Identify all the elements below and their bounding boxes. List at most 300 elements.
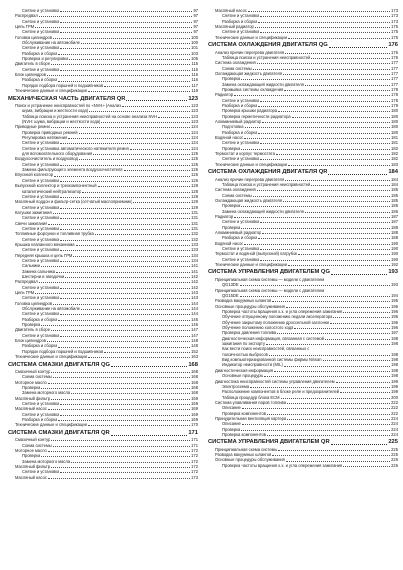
toc-page-number: 97 — [193, 8, 198, 13]
toc-page-number: 119 — [191, 88, 198, 94]
toc-entry-title: Проверка крышки радиатора — [222, 108, 278, 114]
toc-leader-dots — [51, 372, 190, 373]
toc-page-number: 173 — [391, 18, 398, 24]
toc-page-number: 97 — [193, 18, 198, 24]
toc-page-number: 132 — [191, 231, 198, 237]
toc-entry-title: Снятие и установка — [22, 66, 60, 72]
toc-leader-dots — [234, 217, 390, 218]
toc-leader-dots — [311, 185, 390, 186]
toc-leader-dots — [242, 424, 390, 425]
toc-entry-title: Снятие и установка — [222, 246, 260, 252]
toc-page-number: 131 — [191, 209, 198, 215]
toc-page-number: 224 — [391, 415, 398, 421]
toc-page-number: 175 — [391, 29, 398, 35]
toc-leader-dots — [48, 383, 190, 384]
toc-leader-dots — [60, 404, 190, 405]
toc-entry-title: Цепь ГРМ — [15, 290, 35, 296]
toc-entry-title: Электросхема — [222, 383, 250, 389]
toc-entry-title: Замена охлаждающей жидкости двигателя — [222, 81, 304, 87]
toc-leader-dots — [330, 323, 390, 324]
toc-leader-dots — [234, 95, 390, 96]
toc-page-number: 143 — [191, 295, 198, 301]
toc-leader-dots — [284, 90, 390, 91]
toc-page-number: 222 — [391, 410, 398, 416]
toc-entry-title: Проверка частоты вращения х.х. и угла опережения зажигания — [222, 462, 343, 468]
toc-entry-title: Термостат и водяной (выпускной) патрубок — [215, 251, 298, 257]
toc-page-number: 183 — [391, 161, 398, 167]
toc-entry-title: Проверка — [222, 76, 241, 82]
toc-entry-title: Масляный насос — [15, 474, 47, 480]
toc-page-number: 190 — [391, 246, 398, 252]
toc-page-number: 123 — [188, 95, 198, 102]
toc-page-number: 196 — [391, 303, 398, 309]
toc-page-number: 131 — [191, 220, 198, 226]
toc-entry-title: Охлаждающая жидкость двигателя — [215, 198, 283, 203]
toc-page-number: 224 — [391, 426, 398, 432]
toc-leader-dots — [241, 206, 390, 207]
toc-entry-title: токсичностью выбросов — [222, 351, 268, 357]
toc-entry-title: Таблица процедур блока ECM — [222, 394, 280, 400]
toc-page-number: 198 — [391, 373, 398, 379]
toc-page-number: 128 — [191, 183, 198, 189]
toc-entry-title: Проверка — [22, 322, 41, 328]
toc-page-number: 182 — [391, 156, 398, 162]
toc-entry-title: Снятие и установка — [22, 247, 60, 253]
toc-entry-title: Головка цилиндров — [15, 300, 52, 306]
toc-leader-dots — [60, 472, 190, 473]
toc-leader-dots — [333, 317, 390, 318]
toc-leader-dots — [104, 86, 190, 87]
toc-entry-title: Принципиальная схема системы — [215, 446, 278, 452]
toc-page-number: 171 — [188, 429, 198, 436]
toc-entry-title: Распредвал — [15, 13, 38, 19]
toc-page-number: 134 — [191, 257, 198, 263]
toc-entry-title: СИСТЕМА УПРАВЛЕНИЯ ДВИГАТЕЛЕМ QR — [208, 439, 330, 446]
toc-entry-title: Снятие и установка автоматического натяжителя ремня — [22, 145, 129, 151]
toc-leader-dots — [60, 165, 190, 166]
toc-page-number: 224 — [391, 431, 398, 437]
toc-page-number: 185 — [391, 198, 398, 203]
toc-page-number: 100 — [191, 40, 198, 46]
toc-page-number: 144 — [191, 311, 198, 317]
toc-leader-dots — [41, 456, 190, 457]
toc-page-number: 195 — [391, 298, 398, 304]
toc-entry-title: Как вести поиск неисправностей, связанных с — [222, 346, 310, 352]
toc-entry-title: Сальники — [22, 263, 41, 269]
toc-entry-title: Снятие и установка — [22, 193, 60, 199]
toc-leader-dots — [133, 202, 190, 203]
toc-leader-dots — [95, 234, 190, 235]
toc-page-number: 180 — [391, 124, 398, 130]
toc-entry-title: Обучение положению холостого хода — [222, 325, 294, 331]
toc-leader-dots — [48, 478, 190, 479]
toc-chapter-heading — [8, 430, 198, 438]
toc-page-number: 198 — [391, 362, 398, 368]
toc-page-number: 199 — [391, 383, 398, 389]
toc-page-number: 124 — [191, 135, 198, 141]
toc-page-number: 198 — [391, 335, 398, 341]
toc-entry-title: Технические данные и спецификации — [215, 262, 287, 268]
toc-page-number: 226 — [391, 457, 398, 463]
toc-page-number: 198 — [391, 357, 398, 363]
toc-page-number: 180 — [391, 113, 398, 119]
toc-page-number: 222 — [391, 399, 398, 405]
toc-page-number: 148 — [191, 343, 198, 349]
toc-page-number: 123 — [191, 103, 198, 108]
toc-entry-title: Замена охлаждающей жидкости двигателя — [222, 208, 304, 214]
toc-page-number: 190 — [391, 240, 398, 246]
toc-entry-title: Снятие и установка — [222, 219, 260, 225]
toc-leader-dots — [260, 249, 390, 250]
toc-entry-title: Описание — [222, 405, 241, 411]
toc-page-number: 185 — [391, 192, 398, 198]
toc-entry-title: Разборка и сборка — [22, 316, 58, 322]
toc-entry-title: зажигания по экспорту — [222, 341, 266, 347]
toc-entry-title: каталитический нейтрализатор — [22, 188, 82, 194]
toc-entry-title: Технические данные и спецификации — [15, 354, 87, 360]
toc-page-number: 101 — [191, 45, 198, 51]
toc-entry-title: Термостат и корпус термостата — [215, 151, 275, 157]
toc-leader-dots — [111, 366, 187, 367]
toc-page-number: 115 — [191, 61, 198, 67]
toc-page-number: 169 — [191, 406, 198, 412]
toc-leader-dots — [53, 377, 190, 378]
toc-page-number: 142 — [191, 284, 198, 290]
toc-page-number: 147 — [191, 332, 198, 338]
toc-entry-title: СИСТЕМА УПРАВЛЕНИЯ ДВИГАТЕЛЕМ QG — [208, 269, 330, 276]
toc-leader-dots — [287, 403, 390, 404]
toc-page-number: 180 — [391, 129, 398, 135]
toc-entry-title: Проверка герметичности радиатора — [222, 113, 291, 119]
toc-entry-title: Разборка и сборка — [22, 417, 58, 423]
toc-leader-dots — [274, 371, 390, 372]
toc-page-number: 196 — [391, 325, 398, 331]
toc-page-number: 190 — [391, 251, 398, 257]
toc-entry-title: Таблица поиска и устранения неисправностей — [222, 54, 311, 60]
toc-entry-title: Смазочный контур — [15, 437, 51, 443]
toc-page-number: 196 — [391, 309, 398, 315]
toc-entry-title: Свечи зажигания — [15, 220, 48, 226]
toc-leader-dots — [328, 174, 387, 175]
toc-page-number: 225 — [391, 452, 398, 458]
toc-leader-dots — [262, 122, 390, 123]
toc-page-number: 175 — [391, 34, 398, 40]
toc-page-number: 186 — [391, 208, 398, 214]
toc-leader-dots — [258, 238, 390, 239]
toc-leader-dots — [269, 355, 390, 356]
toc-entry-title: Основные процедуры обслуживания — [215, 457, 285, 463]
toc-leader-dots — [58, 81, 190, 82]
toc-leader-dots — [267, 414, 390, 415]
toc-leader-dots — [60, 298, 190, 299]
toc-leader-dots — [158, 117, 190, 118]
toc-chapter-heading — [208, 169, 398, 177]
toc-entry-title: Схема системы — [222, 65, 252, 71]
toc-entry-title: Проверка компонентов — [222, 431, 266, 437]
toc-entry-title: Снятие и установка — [22, 45, 60, 51]
toc-leader-dots — [272, 455, 390, 456]
toc-entry-title: Снятие и установка — [222, 97, 260, 103]
toc-page-number: 169 — [191, 411, 198, 417]
toc-leader-dots — [60, 11, 192, 12]
toc-leader-dots — [278, 450, 390, 451]
toc-entry-title: Разборка и сборка — [222, 129, 258, 135]
toc-leader-dots — [124, 170, 191, 171]
toc-leader-dots — [257, 63, 390, 64]
toc-chapter-heading — [208, 439, 398, 447]
toc-page-number: 225 — [391, 446, 398, 452]
toc-page-number: 148 — [191, 338, 198, 344]
toc-leader-dots — [53, 213, 190, 214]
toc-leader-dots — [60, 336, 190, 337]
toc-entry-title: Снятие и установка — [22, 236, 60, 242]
toc-page-number: 126 — [191, 167, 198, 173]
toc-entry-title: Разборка и сборка — [222, 18, 258, 24]
toc-page-number: 143 — [191, 290, 198, 296]
toc-page-number: 180 — [391, 119, 398, 125]
toc-page-number: 193 — [391, 282, 398, 288]
toc-leader-dots — [39, 16, 193, 17]
toc-leader-dots — [60, 208, 190, 209]
toc-page-number: 169 — [191, 417, 198, 423]
toc-entry-title: Обслуживание на автомобиле — [22, 40, 80, 46]
toc-leader-dots — [122, 106, 190, 107]
toc-page-number: 131 — [191, 215, 198, 221]
toc-entry-title: QG13DE — [222, 282, 239, 288]
toc-leader-dots — [288, 38, 390, 39]
toc-entry-title: Снятие и установка — [22, 18, 60, 24]
toc-leader-dots — [60, 250, 190, 251]
toc-leader-dots — [288, 265, 390, 266]
toc-leader-dots — [60, 143, 190, 144]
toc-page-number: 175 — [391, 24, 398, 30]
toc-leader-dots — [260, 222, 390, 223]
toc-entry — [208, 463, 398, 468]
toc-leader-dots — [278, 111, 390, 112]
toc-page-number: 145 — [191, 316, 198, 322]
toc-entry-title: Замена моторного масла — [22, 458, 71, 464]
toc-leader-dots — [284, 366, 390, 367]
toc-leader-dots — [241, 228, 390, 229]
toc-entry-title: Снятие и установка — [22, 311, 60, 317]
toc-page-number: 142 — [191, 274, 198, 279]
toc-entry-title: Водяной насос — [215, 135, 244, 141]
toc-page-number: 187 — [391, 219, 398, 225]
toc-entry — [208, 262, 398, 267]
toc-leader-dots — [343, 312, 390, 313]
toc-leader-dots — [56, 272, 190, 273]
toc-page-number: 182 — [391, 145, 398, 151]
toc-entry-title: Масляный поддон и фильтр-сетка (сетчатый маслоприемник) — [15, 199, 133, 205]
toc-entry-title: СИСТЕМА ОХЛАЖДЕНИЯ ДВИГАТЕЛЯ QR — [208, 169, 328, 176]
toc-leader-dots — [260, 32, 390, 33]
toc-page-number: 168 — [191, 385, 198, 391]
toc-leader-dots — [323, 360, 391, 361]
toc-entry-title: Масляный фильтр — [15, 464, 51, 469]
toc-page-number: 184 — [388, 169, 398, 176]
toc-entry-title: Алюминиевый радиатор — [215, 119, 262, 125]
toc-leader-dots — [60, 288, 190, 289]
toc-leader-dots — [48, 451, 190, 452]
toc-leader-dots — [260, 101, 390, 102]
toc-entry-title: Замена моторного масла — [22, 390, 71, 396]
toc-entry-title: Принципиальная схема системы — модели с двигателем — [215, 276, 325, 282]
toc-page-number: 173 — [191, 474, 198, 480]
toc-page-number: 129 — [191, 199, 198, 205]
toc-entry-title: Порядок подбора поршней и подшипников — [22, 82, 104, 88]
toc-leader-dots — [281, 398, 391, 399]
toc-page-number: 190 — [391, 256, 398, 262]
toc-entry — [8, 354, 198, 359]
toc-page-number: 173 — [391, 13, 398, 19]
toc-entry-title: Снятие и установка — [22, 257, 60, 263]
toc-leader-dots — [41, 325, 190, 326]
toc-entry-title: Анализ причин перегрева двигателя — [215, 49, 285, 55]
toc-chapter-heading — [8, 362, 198, 370]
toc-leader-dots — [244, 244, 390, 245]
toc-entry-title: Диагностическая информация, связанная с системой — [222, 335, 324, 341]
toc-leader-dots — [69, 59, 190, 60]
toc-page-number: 169 — [191, 401, 198, 407]
toc-page-number: 123 — [191, 108, 198, 114]
toc-entry-title: СИСТЕМА ОХЛАЖДЕНИЯ ДВИГАТЕЛЯ QG — [208, 42, 328, 49]
toc-leader-dots — [298, 254, 390, 255]
toc-page-number: 185 — [391, 203, 398, 209]
toc-leader-dots — [60, 261, 190, 262]
toc-entry-title: Подготовка — [222, 124, 244, 130]
toc-entry-title: Схема системы — [22, 374, 52, 380]
toc-entry-title: шума, вибрации и жесткости хода) — [22, 108, 89, 114]
toc-leader-dots — [81, 309, 190, 310]
toc-entry-title: Таблица поиска и устранения неисправностей — [222, 181, 311, 187]
toc-page-number: 176 — [391, 54, 398, 60]
toc-page-number: 225 — [388, 439, 398, 446]
toc-leader-dots — [48, 409, 190, 410]
toc-page-number: 133 — [191, 241, 198, 247]
toc-leader-dots — [336, 382, 391, 383]
toc-leader-dots — [329, 47, 388, 48]
toc-leader-dots — [277, 333, 390, 334]
toc-page-number: 124 — [191, 145, 198, 151]
toc-entry-title: Расположение компонентов в блоке реле и предохранителей — [222, 389, 340, 395]
toc-entry-title: Масляный радиатор — [215, 24, 254, 30]
toc-leader-dots — [53, 304, 190, 305]
toc-entry-title: Принципиальная схема системы — модели с двигателем — [215, 287, 325, 293]
toc-page-number: 177 — [391, 81, 398, 87]
toc-entry-title: Снятие и установка — [22, 284, 60, 290]
toc-leader-dots — [79, 159, 190, 160]
toc-page-number: 200 — [391, 394, 398, 400]
toc-entry — [8, 422, 198, 427]
toc-entry-title: Водяной насос — [215, 240, 244, 246]
toc-leader-dots — [98, 186, 191, 187]
toc-leader-dots — [53, 38, 190, 39]
toc-entry-title: QG15DE — [222, 293, 239, 298]
toc-leader-dots — [283, 201, 390, 202]
toc-page-number: 123 — [191, 113, 198, 119]
toc-page-number: 132 — [191, 236, 198, 242]
toc-leader-dots — [286, 461, 390, 462]
toc-leader-dots — [53, 446, 190, 447]
toc-entry-title: Технические данные и спецификации — [215, 34, 287, 40]
toc-entry-title: Масляный фильтр — [15, 395, 51, 401]
toc-entry-title: Система улавливания паров топлива — [215, 399, 287, 405]
toc-entry-title: Промывка системы охлаждения — [222, 86, 284, 92]
toc-leader-dots — [51, 440, 190, 441]
toc-leader-dots — [65, 277, 190, 278]
toc-entry-title: Снятие и установка — [22, 469, 60, 475]
toc-entry-title: Распредвал — [15, 279, 38, 285]
toc-entry-title: Снятие и установка — [22, 225, 60, 231]
toc-entry-title: Диагностика неисправностей системы управления двигателем — [215, 378, 335, 384]
toc-entry-title: МЕХАНИЧЕСКАЯ ЧАСТЬ ДВИГАТЕЛЯ QR — [8, 95, 126, 102]
toc-entry-title: Снятие и установка — [22, 177, 60, 183]
toc-page-number: 172 — [191, 453, 198, 459]
toc-page-number: 141 — [191, 268, 198, 274]
toc-page-number: 168 — [191, 390, 198, 396]
toc-page-number: 124 — [191, 140, 198, 146]
toc-leader-dots — [51, 330, 190, 331]
toc-leader-dots — [340, 392, 390, 393]
toc-entry-title: Система охлаждения — [215, 60, 256, 66]
toc-page-number: 178 — [391, 97, 398, 103]
toc-page-number: 224 — [391, 421, 398, 427]
toc-entry-title: Моторное масло — [15, 447, 47, 453]
toc-leader-dots — [60, 240, 190, 241]
toc-page-number: 181 — [391, 140, 398, 146]
toc-page-number: 176 — [391, 49, 398, 55]
toc-leader-dots — [294, 328, 390, 329]
toc-leader-dots — [292, 117, 391, 118]
toc-page-number: 226 — [391, 462, 398, 468]
toc-page-number: 188 — [391, 235, 398, 241]
toc-page-number: 185 — [391, 187, 398, 193]
toc-page-number: 177 — [391, 60, 398, 66]
toc-page-number: 177 — [391, 65, 398, 71]
toc-leader-dots — [264, 376, 390, 377]
toc-leader-dots — [286, 307, 390, 308]
toc-leader-dots — [272, 301, 390, 302]
toc-leader-dots — [58, 347, 190, 348]
toc-page-number: 97 — [193, 29, 198, 35]
toc-page-number: 188 — [391, 230, 398, 236]
toc-leader-dots — [285, 180, 390, 181]
toc-page-number: 103 — [191, 50, 198, 56]
toc-entry-title: Разборка и сборка — [22, 343, 58, 349]
toc-entry-title: Схема системы — [222, 192, 252, 198]
toc-leader-dots — [253, 196, 390, 197]
toc-entry-title: Снятие и установка — [22, 215, 60, 221]
toc-leader-dots — [60, 48, 190, 49]
toc-entry — [8, 88, 198, 93]
toc-leader-dots — [60, 32, 192, 33]
toc-leader-dots — [54, 176, 190, 177]
toc-entry-title: Снятие и установка — [22, 401, 60, 407]
toc-page-number: 126 — [191, 177, 198, 183]
toc-leader-dots — [305, 85, 390, 86]
toc-leader-dots — [79, 133, 191, 134]
toc-leader-dots — [258, 106, 390, 107]
toc-leader-dots — [60, 218, 190, 219]
toc-entry-title: Снятие и установка — [222, 13, 260, 19]
toc-entry-title: Проверка — [222, 203, 241, 209]
toc-page-number: 179 — [391, 103, 398, 108]
toc-leader-dots — [60, 415, 190, 416]
toc-chapter-heading — [208, 269, 398, 277]
toc-entry-title: Снятие и установка — [222, 256, 260, 262]
toc-leader-dots — [285, 53, 390, 54]
toc-leader-dots — [51, 399, 190, 400]
